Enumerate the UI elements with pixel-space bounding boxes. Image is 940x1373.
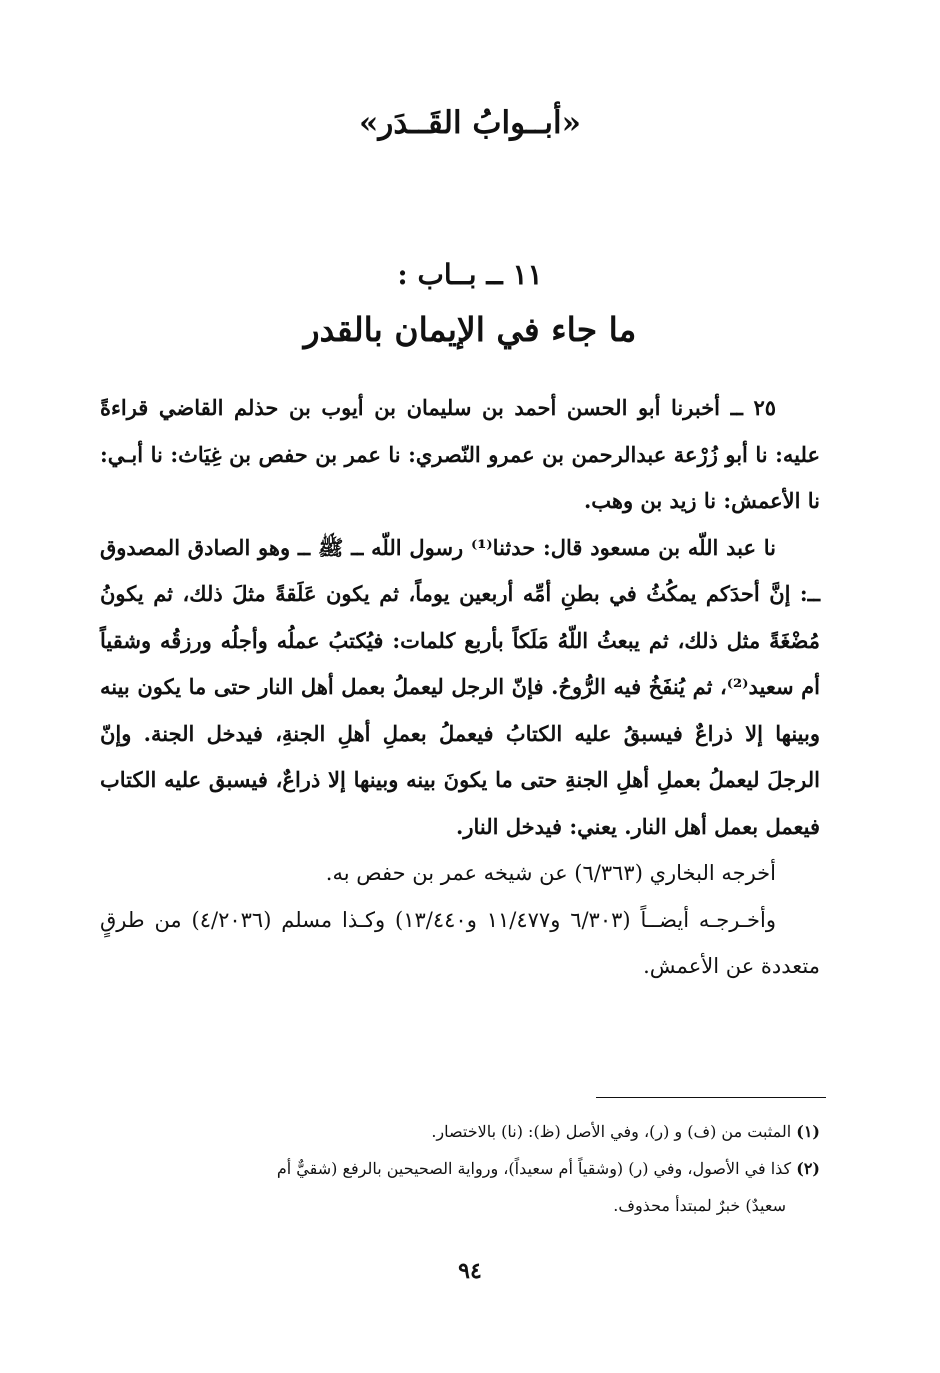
footnote-number: (١) — [796, 1122, 820, 1141]
footnotes — [100, 1113, 820, 1224]
takhrij-paragraph-2: وأخـرجـه أيضــاً (٦/٣٠٣ و١١/٤٧٧ و١٣/٤٤٠) وكـذا مسلم (٤/٢٠٣٦) من طرقٍ متعددة عن الأعمش. — [100, 907, 820, 978]
takhrij-paragraph-1: أخرجه البخاري (٦/٣٦٣) عن شيخه عمر بن حفص به. — [325, 861, 776, 885]
footnote-2 — [100, 1150, 820, 1187]
hadith-number: ٢٥ — [753, 395, 776, 420]
page-number: ٩٤ — [458, 1258, 482, 1284]
chapter-heading: ما جاء في الإيمان بالقدر — [303, 310, 637, 349]
hadith-text-paragraph: نا عبد اللّه بن مسعود قال: حدثنا⁽¹⁾ رسول اللّه ــ ﷺ ــ وهو الصادق المصدوق ــ: إنَّ أحدَكم يمكُثُ في بطنِ أمِّه أربعين يوماً، ثم يكون عَلَقةً مثلَ ذلك، ثم يكونُ مُضْغَةً مثل ذلك، ثم يبعثُ اللّهُ مَلَكاً بأربع كلمات: فيُكتبُ عملُه وأجلُه ورزقُه وشقياً أم سعيد⁽²⁾، ثم يُنفَخُ فيه الرُّوحُ. فإنّ الرجل ليعملُ بعمل أهل النار حتى ما يكون بينه وبينها إلا ذراعٌ فيسبقُ عليه الكتابُ فيعملُ بعملِ أهلِ الجنةِ، فيدخل الجنة. وإنّ الرجلَ ليعملُ بعملِ أهلِ الجنةِ حتى ما يكونَ بينه وبينها إلا ذراعٌ، فيسبق عليه الكتاب فيعمل بعمل أهل النار. يعني: فيدخل النار. — [100, 534, 820, 839]
section-title: «أبــوابُ القَــدَر» — [359, 105, 581, 141]
footnote-1 — [100, 1113, 820, 1150]
footnote-separator — [596, 1097, 826, 1098]
footnote-2-continuation: سعيدٌ) خبرٌ لمبتدأ محذوف. — [613, 1196, 786, 1215]
footnote-text: المثبت من (ف) و (ر)، وفي الأصل (ظ): (نا) بالاختصار. — [431, 1122, 797, 1141]
hadith-chain-paragraph — [100, 385, 820, 525]
main-text — [100, 385, 820, 990]
footnote-text: كذا في الأصول، وفي (ر) (وشقياً أم سعيداً)، ورواية الصحيحين بالرفع (شقيٌّ أم — [276, 1159, 797, 1178]
hadith-chain-text: ــ أخبرنا أبو الحسن أحمد بن سليمان بن أيوب بن حذلم القاضي قراءةً عليه: نا أبو زُرْعة عبدالرحمن بن عمرو النّصري: نا عمر بن حفص بن غِيَاث: نا أبـي: نا الأعمش: نا زيد بن وهب. — [100, 395, 820, 513]
footnote-number: (٢) — [796, 1159, 820, 1178]
chapter-number-line: ١١ ــ بــاب : — [397, 258, 543, 291]
